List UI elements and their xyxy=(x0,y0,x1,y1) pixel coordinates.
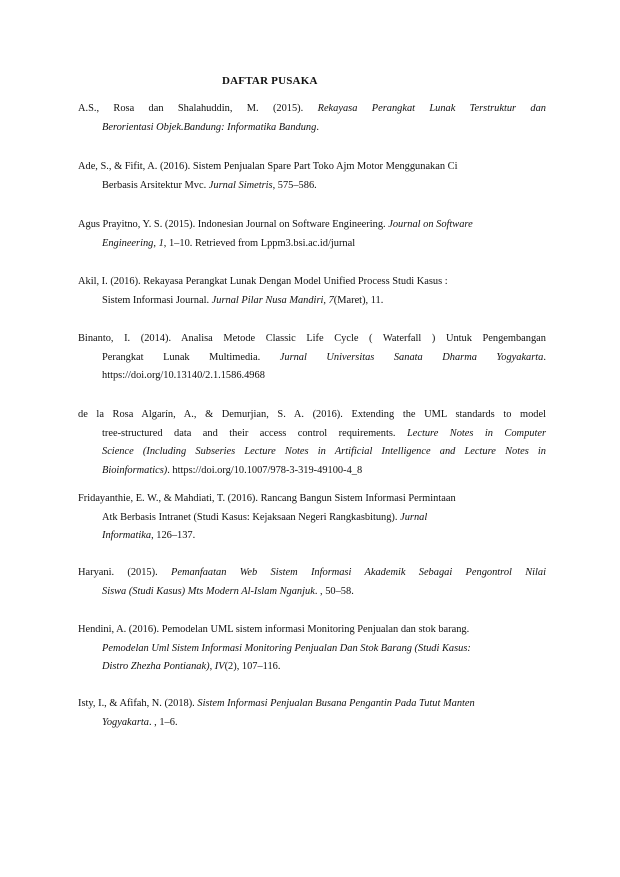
reference-text: https://doi.org/10.13140/2.1.1586.4968 xyxy=(102,370,265,381)
reference-line xyxy=(78,527,546,546)
reference-text: Agus Prayitno, Y. S. (2015). Indonesian Journal on Software Engineering. xyxy=(78,219,389,230)
reference-text: . , 1–6. xyxy=(148,716,178,728)
reference-text: . xyxy=(316,121,319,133)
reference-entry-6 xyxy=(78,406,546,480)
reference-text: , xyxy=(209,661,215,672)
reference-italic-text: Rekayasa Perangkat Lunak Terstruktur dan xyxy=(317,103,546,114)
reference-italic-text: Jurnal Universitas Sanata Dharma Yogyakarta xyxy=(279,351,544,363)
reference-italic-text: 7 xyxy=(328,294,334,306)
reference-line xyxy=(78,509,546,528)
reference-text: Atk Berbasis Intranet (Studi Kasus: Kejaksaan Negeri Rangkasbitung). xyxy=(102,511,401,523)
reference-line xyxy=(78,349,546,368)
reference-italic-text: Lecture Notes in Computer xyxy=(406,427,546,439)
reference-line xyxy=(78,406,546,425)
reference-text: , 126–137. xyxy=(151,530,196,541)
reference-text: Fridayanthie, E. W., & Mahdiati, T. (2016). Rancang Bangun Sistem Informasi Permintaan xyxy=(78,493,456,504)
reference-italic-text: Science (Including Subseries Lecture Notes in Artificial Intelligence and Lecture Notes in xyxy=(102,446,546,457)
reference-italic-text: Journal on Software xyxy=(388,219,473,230)
reference-entry-3 xyxy=(78,216,546,253)
reference-line xyxy=(78,119,546,138)
reference-entry-2 xyxy=(78,158,546,195)
reference-line xyxy=(78,462,546,481)
reference-line xyxy=(78,564,546,583)
reference-text: (2), 107–116. xyxy=(224,661,281,672)
reference-text: , 575–586. xyxy=(272,179,317,191)
reference-italic-text: Siswa (Studi Kasus) Mts Modern Al-Islam Nganjuk xyxy=(102,585,315,597)
reference-line xyxy=(78,490,546,509)
reference-line xyxy=(78,621,546,640)
reference-entry-8 xyxy=(78,564,546,601)
reference-text: , 1–10. Retrieved from Lppm3.bsi.ac.id/jurnal xyxy=(163,237,356,249)
reference-entry-5 xyxy=(78,330,546,386)
reference-text: , xyxy=(323,294,329,306)
reference-text: Haryani. (2015). xyxy=(78,567,171,578)
reference-italic-text: Jurnal Pilar Nusa Mandiri xyxy=(211,294,324,306)
reference-text: . https://doi.org/10.1007/978-3-319-49100-4_8 xyxy=(167,464,363,476)
reference-text: (Maret), 11. xyxy=(333,294,384,306)
reference-line xyxy=(78,273,546,292)
reference-line xyxy=(78,443,546,462)
reference-text: Perangkat Lunak Multimedia. xyxy=(102,351,280,363)
reference-entry-1 xyxy=(78,100,546,137)
reference-italic-text: Sistem Informasi Penjualan Busana Pengantin Pada Tutut Manten xyxy=(197,698,475,709)
reference-italic-text: 1 xyxy=(158,237,164,249)
reference-italic-text: Jurnal Simetris xyxy=(208,179,273,191)
page-title: DAFTAR PUSAKA xyxy=(222,75,318,87)
reference-line xyxy=(78,658,546,677)
reference-italic-text: Pemanfaatan Web Sistem Informasi Akademik Sebagai Pengontrol Nilai xyxy=(170,567,546,578)
reference-text: A.S., Rosa dan Shalahuddin, M. (2015). xyxy=(78,103,318,114)
reference-italic-text: Engineering xyxy=(102,237,154,249)
reference-italic-text: IV xyxy=(214,661,225,672)
reference-line xyxy=(78,367,546,386)
reference-line xyxy=(78,177,546,196)
reference-line xyxy=(78,216,546,235)
reference-text: . , 50–58. xyxy=(314,585,354,597)
reference-line xyxy=(78,235,546,254)
reference-line xyxy=(78,714,546,733)
reference-entry-10 xyxy=(78,695,546,732)
reference-text: Hendini, A. (2016). Pemodelan UML sistem informasi Monitoring Penjualan dan stok barang. xyxy=(78,624,470,635)
reference-italic-text: Yogyakarta xyxy=(102,716,149,728)
reference-line xyxy=(78,583,546,602)
reference-text: Berbasis Arsitektur Mvc. xyxy=(102,179,209,191)
reference-text: . xyxy=(543,351,546,363)
reference-entry-9 xyxy=(78,621,546,677)
reference-italic-text: Jurnal xyxy=(400,511,428,523)
reference-italic-text: Pemodelan Uml Sistem Informasi Monitoring Penjualan Dan Stok Barang (Studi Kasus: xyxy=(102,642,471,654)
reference-text: de la Rosa Algarín, A., & Demurjian, S. A. (2016). Extending the UML standards to model xyxy=(78,409,546,420)
reference-italic-text: Berorientasi Objek.Bandung: Informatika Bandung xyxy=(102,121,317,133)
reference-line xyxy=(78,640,546,659)
reference-italic-text: Bioinformatics) xyxy=(102,464,168,476)
reference-text: Binanto, I. (2014). Analisa Metode Classic Life Cycle ( Waterfall ) Untuk Pengembangan xyxy=(78,333,546,344)
reference-italic-text: Distro Zhezha Pontianak) xyxy=(102,661,210,672)
reference-line xyxy=(78,425,546,444)
reference-line xyxy=(78,100,546,119)
reference-text: tree-structured data and their access control requirements. xyxy=(102,427,407,439)
reference-text: Ade, S., & Fifit, A. (2016). Sistem Penjualan Spare Part Toko Ajm Motor Menggunakan Ci xyxy=(78,161,458,172)
reference-text: , xyxy=(153,237,159,249)
reference-text: Akil, I. (2016). Rekayasa Perangkat Lunak Dengan Model Unified Process Studi Kasus : xyxy=(78,276,448,287)
reference-line xyxy=(78,158,546,177)
reference-entry-7 xyxy=(78,490,546,546)
reference-text: Isty, I., & Afifah, N. (2018). xyxy=(78,698,198,709)
reference-entry-4 xyxy=(78,273,546,310)
reference-line xyxy=(78,330,546,349)
reference-italic-text: Informatika xyxy=(102,530,152,541)
reference-text: Sistem Informasi Journal. xyxy=(102,294,212,306)
reference-line xyxy=(78,695,546,714)
reference-line xyxy=(78,292,546,311)
